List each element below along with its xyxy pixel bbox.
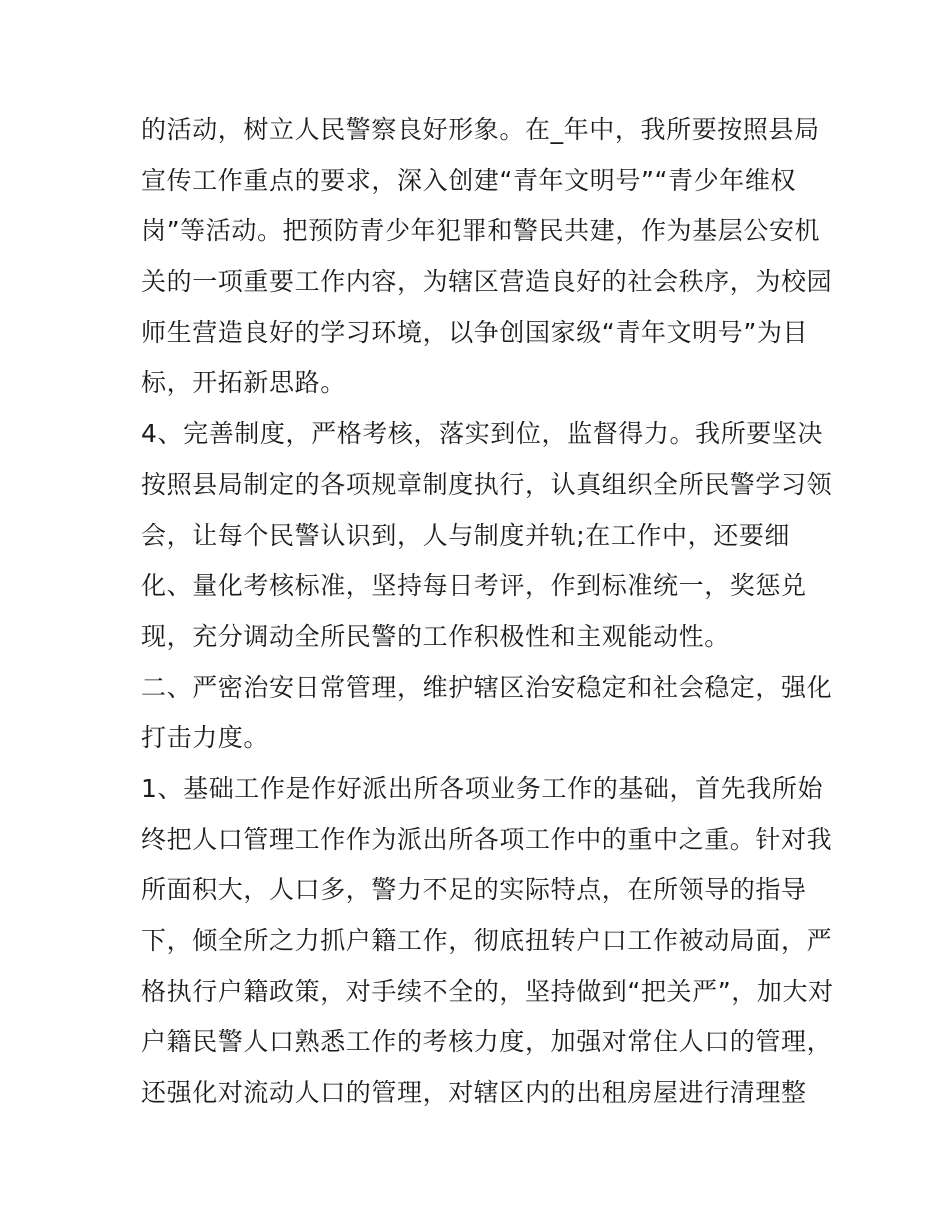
section-heading-line: 打击力度。 — [141, 723, 270, 753]
text-line: 现，充分调动全所民警的工作积极性和主观能动性。 — [141, 621, 730, 651]
text-line: 的活动，树立人民警察良好形象。在_年中，我所要按照县局 — [141, 115, 820, 144]
text-line: 户籍民警人口熟悉工作的考核力度，加强对常住人口的管理， — [141, 1027, 833, 1057]
text-line: 格执行户籍政策，对手续不全的，坚持做到“把关严”，加大对 — [141, 976, 834, 1006]
text-line: 岗”等活动。把预防青少年犯罪和警民共建，作为基层公安机 — [141, 216, 821, 246]
text-line: 所面积大，人口多，警力不足的实际特点，在所领导的指导 — [141, 875, 807, 905]
text-line: 1、基础工作是作好派出所各项业务工作的基础，首先我所始 — [141, 773, 824, 803]
text-line: 下，倾全所之力抓户籍工作，彻底扭转户口工作被动局面，严 — [141, 926, 833, 955]
text-line: 4、完善制度，严格考核，落实到位，监督得力。我所要坚决 — [141, 419, 824, 449]
text-line: 终把人口管理工作作为派出所各项工作中的重中之重。针对我 — [141, 824, 833, 854]
text-line: 标，开拓新思路。 — [141, 368, 346, 398]
text-line: 还强化对流动人口的管理，对辖区内的出租房屋进行清理整 — [141, 1078, 807, 1108]
text-line: 会，让每个民警认识到，人与制度并轨;在工作中，还要细 — [141, 520, 791, 550]
text-line: 化、量化考核标准，坚持每日考评，作到标准统一，奖惩兑 — [141, 571, 807, 601]
text-line: 师生营造良好的学习环境，以争创国家级“青年文明号”为目 — [141, 317, 809, 347]
document-body — [141, 105, 834, 1119]
text-line: 宣传工作重点的要求，深入创建“青年文明号”“青少年维权 — [141, 165, 797, 195]
text-line: 关的一项重要工作内容，为辖区营造良好的社会秩序，为校园 — [141, 267, 833, 297]
section-heading-line: 二、严密治安日常管理，维护辖区治安稳定和社会稳定，强化 — [141, 672, 833, 702]
text-line: 按照县局制定的各项规章制度执行，认真组织全所民警学习领 — [141, 469, 833, 499]
